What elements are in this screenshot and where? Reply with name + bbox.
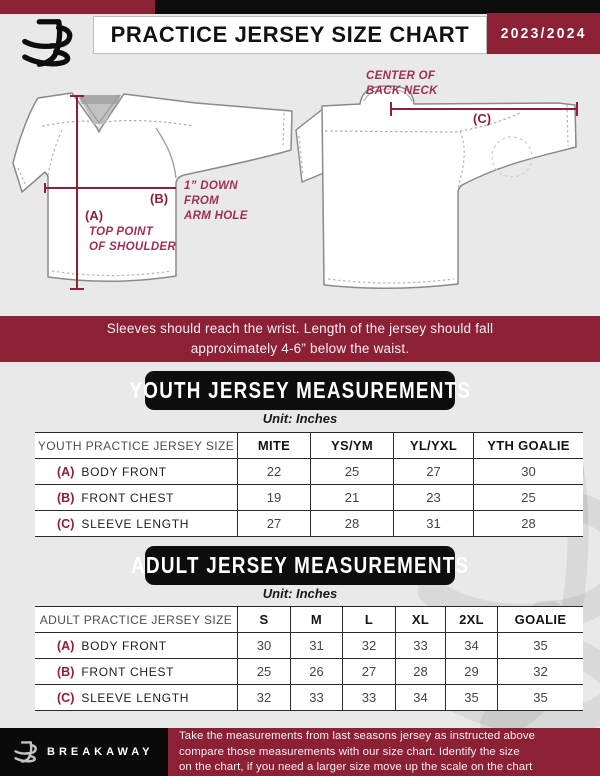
youth-column-header: YL/YXL bbox=[393, 433, 473, 458]
row-key: (A) bbox=[57, 638, 75, 653]
body-front-note-line1: TOP POINT bbox=[89, 226, 154, 238]
footer-brand-box bbox=[0, 728, 168, 776]
youth-column-header: YTH GOALIE bbox=[473, 433, 583, 458]
youth-table-header-row bbox=[35, 432, 583, 458]
value-cell: 32 bbox=[342, 633, 395, 658]
row-name: BODY FRONT bbox=[81, 464, 167, 479]
value-cell: 27 bbox=[342, 659, 395, 684]
adult-column-header: XL bbox=[395, 607, 445, 632]
back-neck-note-line1: CENTER OF bbox=[366, 70, 436, 82]
youth-size-table bbox=[35, 432, 583, 537]
row-key: (B) bbox=[57, 490, 75, 505]
value-cell: 34 bbox=[395, 685, 445, 710]
value-cell: 27 bbox=[237, 511, 310, 536]
footer-note-box bbox=[168, 728, 600, 776]
row-key: (B) bbox=[57, 664, 75, 679]
footer-note-line3: on the chart, if you need a larger size move up the scale on the chart bbox=[179, 761, 533, 774]
value-cell: 32 bbox=[497, 659, 583, 684]
sleeve-length-label: (C) bbox=[473, 111, 492, 126]
row-label-cell bbox=[35, 485, 237, 510]
row-name: SLEEVE LENGTH bbox=[81, 516, 190, 531]
value-cell: 32 bbox=[237, 685, 290, 710]
value-cell: 33 bbox=[342, 685, 395, 710]
value-cell: 29 bbox=[445, 659, 497, 684]
value-cell: 28 bbox=[310, 511, 393, 536]
row-label-cell bbox=[35, 633, 237, 658]
table-row bbox=[35, 658, 583, 684]
top-strip bbox=[0, 0, 600, 14]
table-row bbox=[35, 510, 583, 536]
adult-unit-label: Unit: Inches bbox=[262, 586, 338, 601]
body-front-note bbox=[89, 225, 176, 255]
row-key: (A) bbox=[57, 464, 75, 479]
value-cell: 31 bbox=[290, 633, 342, 658]
value-cell: 19 bbox=[237, 485, 310, 510]
body-front-note-line2: OF SHOULDER bbox=[89, 241, 176, 253]
banner-line2: approximately 4-6” below the waist. bbox=[190, 341, 410, 356]
youth-size-header-cell: YOUTH PRACTICE JERSEY SIZE bbox=[37, 438, 235, 453]
footer-brand-name: BREAKAWAY bbox=[47, 746, 154, 758]
youth-section-header bbox=[129, 371, 471, 410]
value-cell: 25 bbox=[473, 485, 583, 510]
value-cell: 35 bbox=[445, 685, 497, 710]
page-title-box bbox=[93, 16, 487, 54]
row-label-cell bbox=[35, 511, 237, 536]
row-key: (C) bbox=[57, 690, 75, 705]
table-row bbox=[35, 632, 583, 658]
banner-line1: Sleeves should reach the wrist. Length of the jersey should fall bbox=[106, 321, 494, 336]
table-row bbox=[35, 458, 583, 484]
front-chest-note-line1: 1” DOWN bbox=[184, 180, 238, 192]
adult-column-header: 2XL bbox=[445, 607, 497, 632]
adult-section-title: ADULT JERSEY MEASUREMENTS bbox=[130, 552, 470, 578]
value-cell: 27 bbox=[393, 459, 473, 484]
adult-section-header bbox=[130, 546, 470, 585]
adult-size-header-cell: ADULT PRACTICE JERSEY SIZE bbox=[39, 612, 233, 627]
back-neck-note-line2: BACK NECK bbox=[366, 85, 438, 97]
value-cell: 33 bbox=[290, 685, 342, 710]
front-chest-note-line2: FROM bbox=[184, 195, 220, 207]
value-cell: 34 bbox=[445, 633, 497, 658]
value-cell: 28 bbox=[473, 511, 583, 536]
value-cell: 35 bbox=[497, 633, 583, 658]
season-label: 2023/2024 bbox=[500, 25, 587, 42]
adult-table-header-row bbox=[35, 606, 583, 632]
row-name: FRONT CHEST bbox=[81, 664, 175, 679]
value-cell: 25 bbox=[237, 659, 290, 684]
footer-logo-icon bbox=[13, 737, 39, 767]
value-cell: 30 bbox=[473, 459, 583, 484]
row-label-cell bbox=[35, 659, 237, 684]
row-name: BODY FRONT bbox=[81, 638, 167, 653]
adult-column-header: GOALIE bbox=[497, 607, 583, 632]
youth-column-header: YS/YM bbox=[310, 433, 393, 458]
value-cell: 31 bbox=[393, 511, 473, 536]
youth-column-header: MITE bbox=[237, 433, 310, 458]
front-chest-label: (B) bbox=[150, 191, 169, 206]
value-cell: 28 bbox=[395, 659, 445, 684]
row-label-cell bbox=[35, 459, 237, 484]
row-name: FRONT CHEST bbox=[81, 490, 175, 505]
footer-note-line2: compare those measurements with our size chart. Identify the size bbox=[179, 745, 520, 758]
value-cell: 21 bbox=[310, 485, 393, 510]
back-neck-note bbox=[366, 69, 438, 99]
front-chest-note bbox=[184, 179, 248, 224]
value-cell: 33 bbox=[395, 633, 445, 658]
season-badge bbox=[487, 13, 600, 54]
adult-size-table bbox=[35, 606, 583, 711]
value-cell: 22 bbox=[237, 459, 310, 484]
table-row bbox=[35, 684, 583, 710]
table-row bbox=[35, 484, 583, 510]
top-strip-accent bbox=[0, 0, 155, 14]
youth-unit-label: Unit: Inches bbox=[262, 411, 338, 426]
value-cell: 26 bbox=[290, 659, 342, 684]
adult-column-header: M bbox=[290, 607, 342, 632]
value-cell: 25 bbox=[310, 459, 393, 484]
jersey-diagram bbox=[0, 57, 600, 316]
row-label-cell bbox=[35, 685, 237, 710]
instruction-banner bbox=[0, 316, 600, 362]
row-name: SLEEVE LENGTH bbox=[81, 690, 190, 705]
adult-column-header: S bbox=[237, 607, 290, 632]
value-cell: 30 bbox=[237, 633, 290, 658]
page-title: PRACTICE JERSEY SIZE CHART bbox=[110, 22, 470, 47]
value-cell: 23 bbox=[393, 485, 473, 510]
youth-section-title: YOUTH JERSEY MEASUREMENTS bbox=[129, 377, 471, 403]
body-front-label: (A) bbox=[85, 208, 104, 223]
front-chest-note-line3: ARM HOLE bbox=[184, 210, 248, 222]
footer-note-line1: Take the measurements from last seasons jersey as instructed above bbox=[179, 730, 536, 743]
adult-column-header: L bbox=[342, 607, 395, 632]
value-cell: 35 bbox=[497, 685, 583, 710]
row-key: (C) bbox=[57, 516, 75, 531]
